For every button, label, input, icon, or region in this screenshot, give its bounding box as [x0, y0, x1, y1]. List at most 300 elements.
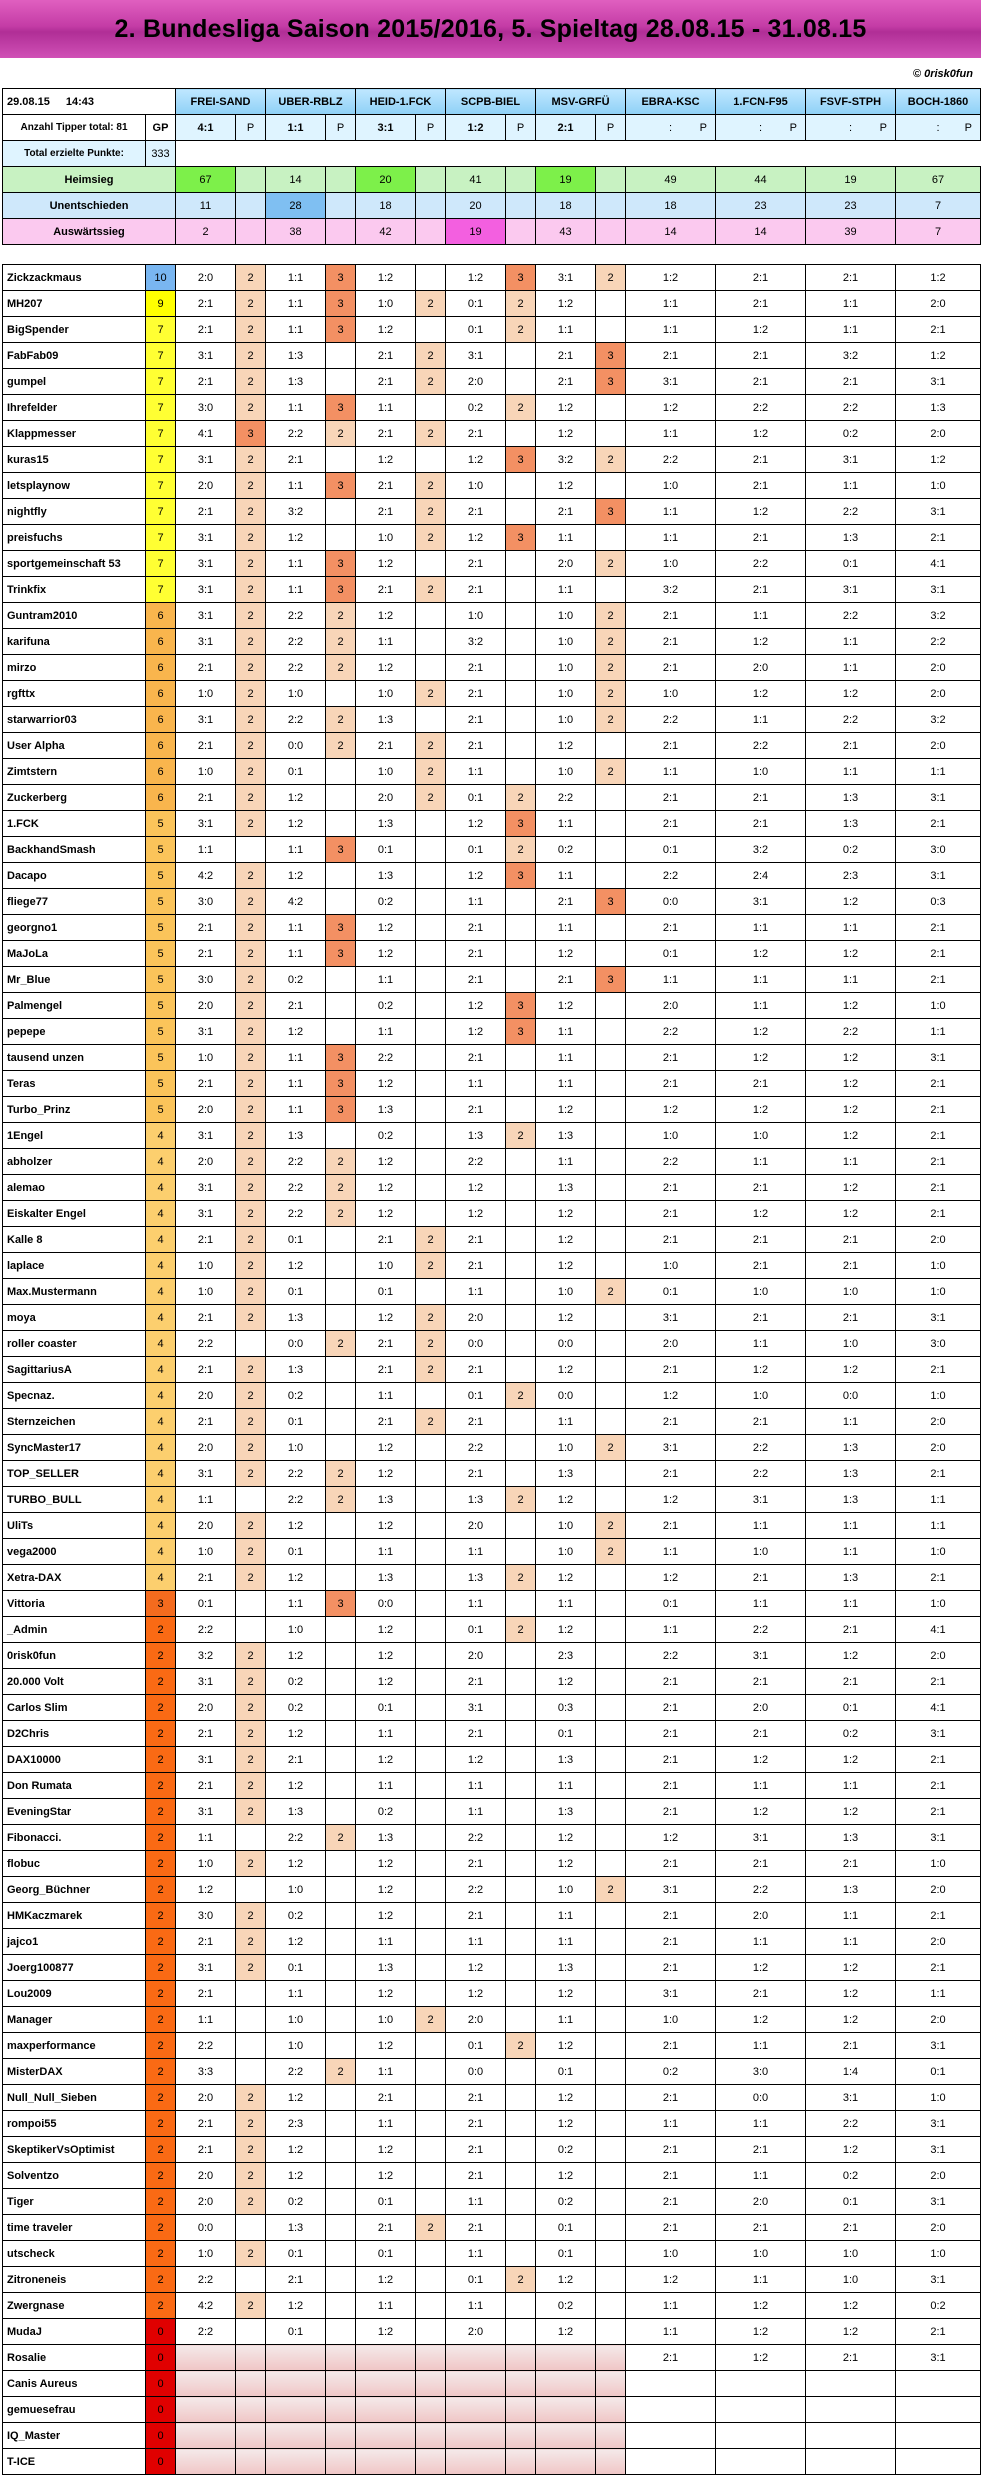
- tip-cell: 1:2: [806, 941, 896, 967]
- player-name: roller coaster: [3, 1331, 146, 1357]
- tip-cell: 2:2: [266, 603, 326, 629]
- player-name: Fibonacci.: [3, 1825, 146, 1851]
- player-row: [3, 655, 981, 681]
- player-name: Tiger: [3, 2189, 146, 2215]
- tip-cell: 2:1: [626, 915, 716, 941]
- points-cell: [236, 2059, 266, 2085]
- tip-cell: 1:1: [266, 1981, 326, 2007]
- tip-cell: 2:1: [626, 1409, 716, 1435]
- points-cell: 2: [326, 421, 356, 447]
- player-row: [3, 1877, 981, 1903]
- tip-cell: 1:1: [446, 1591, 506, 1617]
- points-cell: 2: [506, 2267, 536, 2293]
- points-cell: [506, 1071, 536, 1097]
- points-cell: [596, 941, 626, 967]
- tip-cell: 1:0: [356, 759, 416, 785]
- points-cell: 2: [326, 1825, 356, 1851]
- tip-cell: 1:0: [356, 1253, 416, 1279]
- tip-cell: 2:1: [266, 993, 326, 1019]
- points-cell: [416, 1123, 446, 1149]
- stat-value: 39: [806, 219, 896, 245]
- points-cell: [416, 1461, 446, 1487]
- player-name: Georg_Büchner: [3, 1877, 146, 1903]
- tip-cell: 2:2: [716, 551, 806, 577]
- tip-cell: 1:1: [266, 551, 326, 577]
- stat-value: 23: [806, 193, 896, 219]
- tip-cell: [266, 2423, 326, 2449]
- match-name: 1.FCN-F95: [716, 89, 806, 115]
- player-row: [3, 525, 981, 551]
- tip-cell: 3:1: [446, 343, 506, 369]
- tip-cell: 2:1: [176, 1721, 236, 1747]
- tip-cell: 3:1: [806, 447, 896, 473]
- tip-cell: 1:0: [716, 1123, 806, 1149]
- spacer: [326, 245, 356, 265]
- points-cell: [326, 1851, 356, 1877]
- tip-cell: [446, 2449, 506, 2475]
- points-cell: [506, 915, 536, 941]
- tip-cell: 2:2: [716, 1617, 806, 1643]
- tip-cell: [626, 2371, 716, 2397]
- player-gp: 6: [146, 785, 176, 811]
- points-cell: [326, 1773, 356, 1799]
- tip-cell: 1:1: [266, 577, 326, 603]
- player-gp: 4: [146, 1175, 176, 1201]
- tip-cell: 2:1: [626, 2189, 716, 2215]
- player-name: Dacapo: [3, 863, 146, 889]
- points-cell: [326, 1643, 356, 1669]
- tip-cell: 2:0: [716, 1695, 806, 1721]
- tip-cell: 1:1: [626, 2319, 716, 2345]
- points-cell: [416, 2267, 446, 2293]
- tip-cell: 1:0: [806, 2267, 896, 2293]
- player-name: D2Chris: [3, 1721, 146, 1747]
- spacer: [3, 245, 146, 265]
- tip-cell: [806, 2371, 896, 2397]
- points-cell: [596, 1617, 626, 1643]
- points-cell: [506, 1305, 536, 1331]
- player-row: [3, 1617, 981, 1643]
- player-gp: 7: [146, 421, 176, 447]
- player-gp: 4: [146, 1513, 176, 1539]
- p-header: P: [326, 115, 356, 141]
- tip-cell: 3:1: [806, 2085, 896, 2111]
- points-cell: [236, 2215, 266, 2241]
- tip-cell: 2:1: [896, 1773, 981, 1799]
- points-cell: 2: [236, 1383, 266, 1409]
- tip-cell: 0:1: [356, 1279, 416, 1305]
- tip-cell: 1:2: [446, 1175, 506, 1201]
- tip-cell: 1:1: [176, 1825, 236, 1851]
- player-name: Joerg100877: [3, 1955, 146, 1981]
- points-cell: [596, 2371, 626, 2397]
- tip-cell: 1:2: [266, 2293, 326, 2319]
- tip-cell: [806, 2397, 896, 2423]
- points-cell: [326, 1383, 356, 1409]
- tip-cell: 0:0: [176, 2215, 236, 2241]
- tip-cell: 2:2: [356, 1045, 416, 1071]
- points-cell: [326, 889, 356, 915]
- tip-cell: [896, 2449, 981, 2475]
- tip-cell: 1:2: [536, 1617, 596, 1643]
- empty-cell: [716, 141, 806, 167]
- tip-cell: 3:1: [896, 369, 981, 395]
- player-gp: 4: [146, 1539, 176, 1565]
- tip-cell: 1:2: [266, 2085, 326, 2111]
- tip-cell: 1:2: [536, 1851, 596, 1877]
- points-cell: 3: [326, 291, 356, 317]
- points-cell: [416, 1981, 446, 2007]
- tip-cell: 2:2: [176, 1331, 236, 1357]
- tip-cell: 3:1: [536, 265, 596, 291]
- player-gp: 4: [146, 1279, 176, 1305]
- tip-cell: 0:2: [896, 2293, 981, 2319]
- player-name: Zuckerberg: [3, 785, 146, 811]
- tip-cell: 2:2: [626, 1643, 716, 1669]
- tip-cell: 1:1: [806, 1149, 896, 1175]
- tip-cell: 2:1: [896, 811, 981, 837]
- points-cell: [326, 2293, 356, 2319]
- tip-cell: 2:0: [896, 733, 981, 759]
- spacer: [806, 245, 896, 265]
- empty-cell: [416, 141, 446, 167]
- player-name: T-ICE: [3, 2449, 146, 2475]
- p-header: P: [416, 115, 446, 141]
- tip-cell: 1:1: [266, 837, 326, 863]
- tip-cell: 2:1: [626, 2345, 716, 2371]
- tip-cell: 2:2: [176, 2319, 236, 2345]
- points-cell: [416, 265, 446, 291]
- tip-cell: 3:2: [716, 837, 806, 863]
- points-cell: [596, 1669, 626, 1695]
- tip-cell: 2:1: [626, 629, 716, 655]
- tip-cell: 2:3: [536, 1643, 596, 1669]
- player-row: [3, 2423, 981, 2449]
- points-cell: [506, 1227, 536, 1253]
- points-cell: [416, 2059, 446, 2085]
- tip-cell: [176, 2345, 236, 2371]
- tip-cell: 2:1: [356, 1409, 416, 1435]
- tip-cell: [176, 2423, 236, 2449]
- player-name: gemuesefrau: [3, 2397, 146, 2423]
- points-cell: [326, 811, 356, 837]
- points-cell: [596, 1305, 626, 1331]
- empty-cell: [236, 141, 266, 167]
- points-cell: [596, 1955, 626, 1981]
- player-name: alemao: [3, 1175, 146, 1201]
- tip-cell: 3:2: [266, 499, 326, 525]
- tip-cell: 2:1: [446, 421, 506, 447]
- spacer: [506, 245, 536, 265]
- match-name: SCPB-BIEL: [446, 89, 536, 115]
- points-cell: [416, 447, 446, 473]
- tip-cell: 2:1: [356, 1331, 416, 1357]
- tip-cell: 1:1: [176, 1487, 236, 1513]
- tip-cell: 2:1: [356, 1357, 416, 1383]
- tip-cell: 2:1: [626, 1695, 716, 1721]
- points-cell: 2: [326, 603, 356, 629]
- player-name: 1Engel: [3, 1123, 146, 1149]
- tip-cell: 1:3: [536, 1799, 596, 1825]
- tip-cell: 2:1: [176, 291, 236, 317]
- empty-cell: [506, 141, 536, 167]
- points-cell: [416, 1279, 446, 1305]
- points-cell: 2: [236, 655, 266, 681]
- p-header: P: [236, 115, 266, 141]
- tip-cell: 2:2: [266, 1825, 326, 1851]
- points-cell: 2: [236, 2111, 266, 2137]
- tip-cell: 2:1: [626, 1227, 716, 1253]
- tip-cell: 1:1: [806, 1409, 896, 1435]
- tip-cell: 3:2: [446, 629, 506, 655]
- tip-cell: 1:0: [536, 1435, 596, 1461]
- points-cell: [506, 1201, 536, 1227]
- player-row: [3, 2241, 981, 2267]
- stat-pad: [416, 167, 446, 193]
- tip-cell: 1:1: [806, 967, 896, 993]
- tip-cell: 1:0: [266, 1617, 326, 1643]
- tip-cell: 2:1: [446, 915, 506, 941]
- points-cell: [416, 1669, 446, 1695]
- tip-cell: 2:1: [716, 811, 806, 837]
- points-cell: [506, 603, 536, 629]
- stat-pad: [506, 219, 536, 245]
- tip-cell: 2:0: [896, 655, 981, 681]
- tip-cell: 1:3: [266, 369, 326, 395]
- player-name: 0risk0fun: [3, 1643, 146, 1669]
- points-cell: [506, 1695, 536, 1721]
- tip-cell: 1:0: [536, 681, 596, 707]
- points-cell: [416, 1435, 446, 1461]
- stat-row: [3, 219, 981, 245]
- player-name: preisfuchs: [3, 525, 146, 551]
- player-name: vega2000: [3, 1539, 146, 1565]
- tip-cell: 1:0: [266, 1877, 326, 1903]
- match-result: 3:1: [356, 115, 416, 141]
- tip-cell: [266, 2371, 326, 2397]
- player-name: MisterDAX: [3, 2059, 146, 2085]
- points-cell: [326, 1617, 356, 1643]
- tip-cell: 0:0: [446, 2059, 506, 2085]
- stat-pad: [596, 167, 626, 193]
- player-row: [3, 629, 981, 655]
- tip-cell: 2:1: [896, 1071, 981, 1097]
- tip-cell: 1:2: [266, 2137, 326, 2163]
- tip-cell: 1:0: [716, 1279, 806, 1305]
- tip-cell: 2:1: [176, 1929, 236, 1955]
- points-cell: [416, 1591, 446, 1617]
- tip-cell: 2:1: [716, 369, 806, 395]
- tip-cell: 2:1: [626, 2137, 716, 2163]
- tip-cell: 1:0: [896, 473, 981, 499]
- player-name: Don Rumata: [3, 1773, 146, 1799]
- points-cell: [506, 2215, 536, 2241]
- tip-cell: 2:0: [716, 655, 806, 681]
- player-name: Palmengel: [3, 993, 146, 1019]
- tip-cell: 1:1: [806, 1903, 896, 1929]
- tip-cell: 2:1: [176, 733, 236, 759]
- points-cell: [416, 707, 446, 733]
- points-cell: [506, 629, 536, 655]
- tip-cell: 1:0: [716, 1383, 806, 1409]
- stat-value: 19: [806, 167, 896, 193]
- tip-cell: 1:1: [716, 1513, 806, 1539]
- tip-cell: 2:1: [266, 447, 326, 473]
- tip-cell: 1:1: [626, 2111, 716, 2137]
- empty-cell: [596, 141, 626, 167]
- tipper-count: Anzahl Tipper total: 81: [3, 115, 146, 141]
- tip-cell: 2:1: [446, 655, 506, 681]
- tip-cell: 2:1: [626, 1201, 716, 1227]
- player-row: [3, 2267, 981, 2293]
- player-row: [3, 2319, 981, 2345]
- points-cell: 2: [236, 1227, 266, 1253]
- tip-cell: 2:1: [176, 369, 236, 395]
- points-cell: [596, 1149, 626, 1175]
- player-gp: 2: [146, 2085, 176, 2111]
- tip-cell: [626, 2397, 716, 2423]
- tip-cell: 1:0: [176, 1045, 236, 1071]
- tip-cell: 2:1: [716, 525, 806, 551]
- points-cell: [326, 1695, 356, 1721]
- tip-cell: 3:2: [806, 343, 896, 369]
- points-cell: [506, 1981, 536, 2007]
- points-cell: [236, 1617, 266, 1643]
- tip-cell: 2:1: [626, 343, 716, 369]
- points-cell: 2: [326, 655, 356, 681]
- points-cell: 2: [236, 1929, 266, 1955]
- points-cell: 3: [326, 1097, 356, 1123]
- tip-cell: 1:2: [626, 1383, 716, 1409]
- points-cell: 3: [326, 1591, 356, 1617]
- tip-cell: 2:0: [626, 993, 716, 1019]
- spacer: [266, 245, 326, 265]
- tip-cell: 2:2: [626, 1019, 716, 1045]
- points-cell: [236, 1877, 266, 1903]
- stat-pad: [596, 219, 626, 245]
- tip-cell: 1:2: [356, 1513, 416, 1539]
- points-cell: [506, 733, 536, 759]
- tip-cell: 1:1: [626, 2293, 716, 2319]
- stat-label: Auswärtssieg: [3, 219, 176, 245]
- points-cell: [236, 2449, 266, 2475]
- player-row: [3, 889, 981, 915]
- stat-value: 43: [536, 219, 596, 245]
- player-name: SyncMaster17: [3, 1435, 146, 1461]
- tip-cell: 2:0: [446, 1643, 506, 1669]
- tip-cell: 1:3: [266, 343, 326, 369]
- points-cell: [416, 1175, 446, 1201]
- points-cell: [326, 2241, 356, 2267]
- points-cell: [326, 1669, 356, 1695]
- tip-cell: 3:1: [176, 811, 236, 837]
- tip-cell: 1:1: [446, 1773, 506, 1799]
- tip-cell: 3:0: [176, 1903, 236, 1929]
- tip-cell: 2:1: [806, 733, 896, 759]
- player-name: maxperformance: [3, 2033, 146, 2059]
- stat-pad: [506, 193, 536, 219]
- tip-cell: 2:1: [446, 551, 506, 577]
- tip-cell: 3:0: [896, 837, 981, 863]
- points-cell: [596, 1331, 626, 1357]
- tip-cell: 1:1: [536, 1019, 596, 1045]
- points-cell: [326, 2033, 356, 2059]
- points-cell: [416, 2345, 446, 2371]
- tip-cell: 1:2: [356, 551, 416, 577]
- player-gp: 9: [146, 291, 176, 317]
- player-name: sportgemeinschaft 53: [3, 551, 146, 577]
- tip-cell: 0:1: [266, 759, 326, 785]
- tip-cell: 2:1: [446, 1409, 506, 1435]
- points-cell: [596, 1461, 626, 1487]
- player-gp: 2: [146, 2215, 176, 2241]
- points-cell: 2: [596, 629, 626, 655]
- points-cell: [596, 2085, 626, 2111]
- points-cell: [506, 707, 536, 733]
- tip-cell: 2:1: [446, 2111, 506, 2137]
- player-name: starwarrior03: [3, 707, 146, 733]
- tip-cell: 1:1: [716, 2033, 806, 2059]
- tip-cell: 0:2: [536, 837, 596, 863]
- points-cell: 2: [416, 499, 446, 525]
- tip-cell: [896, 2423, 981, 2449]
- tip-cell: 3:1: [176, 525, 236, 551]
- tip-cell: 1:2: [356, 2319, 416, 2345]
- tip-cell: 3:1: [896, 1045, 981, 1071]
- tip-cell: 2:1: [356, 499, 416, 525]
- points-cell: 2: [236, 499, 266, 525]
- points-cell: 2: [596, 1513, 626, 1539]
- tip-cell: 0:1: [536, 1721, 596, 1747]
- player-name: Turbo_Prinz: [3, 1097, 146, 1123]
- tip-cell: 3:1: [896, 2137, 981, 2163]
- tip-cell: 3:0: [176, 889, 236, 915]
- tip-cell: 1:3: [356, 1097, 416, 1123]
- tip-cell: [356, 2345, 416, 2371]
- stat-value: 23: [716, 193, 806, 219]
- points-cell: [596, 1825, 626, 1851]
- player-gp: 4: [146, 1383, 176, 1409]
- player-name: HMKaczmarek: [3, 1903, 146, 1929]
- player-gp: 2: [146, 2163, 176, 2189]
- tip-cell: 2:1: [536, 889, 596, 915]
- tip-cell: 1:2: [806, 1175, 896, 1201]
- points-cell: [416, 1383, 446, 1409]
- points-cell: 2: [236, 1123, 266, 1149]
- points-cell: [416, 395, 446, 421]
- tip-cell: 3:1: [896, 785, 981, 811]
- tip-cell: 2:1: [536, 499, 596, 525]
- tip-cell: 1:2: [446, 525, 506, 551]
- points-cell: 2: [416, 759, 446, 785]
- tip-cell: 3:1: [176, 1461, 236, 1487]
- points-cell: [596, 2241, 626, 2267]
- points-cell: [416, 915, 446, 941]
- p-header: P: [699, 121, 707, 134]
- player-name: TOP_SELLER: [3, 1461, 146, 1487]
- tip-cell: 1:2: [716, 629, 806, 655]
- points-cell: 2: [236, 863, 266, 889]
- player-name: Kalle 8: [3, 1227, 146, 1253]
- tip-cell: 1:2: [626, 1565, 716, 1591]
- player-gp: 2: [146, 2007, 176, 2033]
- player-row: [3, 1435, 981, 1461]
- player-row: [3, 2059, 981, 2085]
- tip-cell: 3:1: [896, 2033, 981, 2059]
- tip-cell: 1:2: [356, 1851, 416, 1877]
- player-name: _Admin: [3, 1617, 146, 1643]
- points-cell: [506, 2189, 536, 2215]
